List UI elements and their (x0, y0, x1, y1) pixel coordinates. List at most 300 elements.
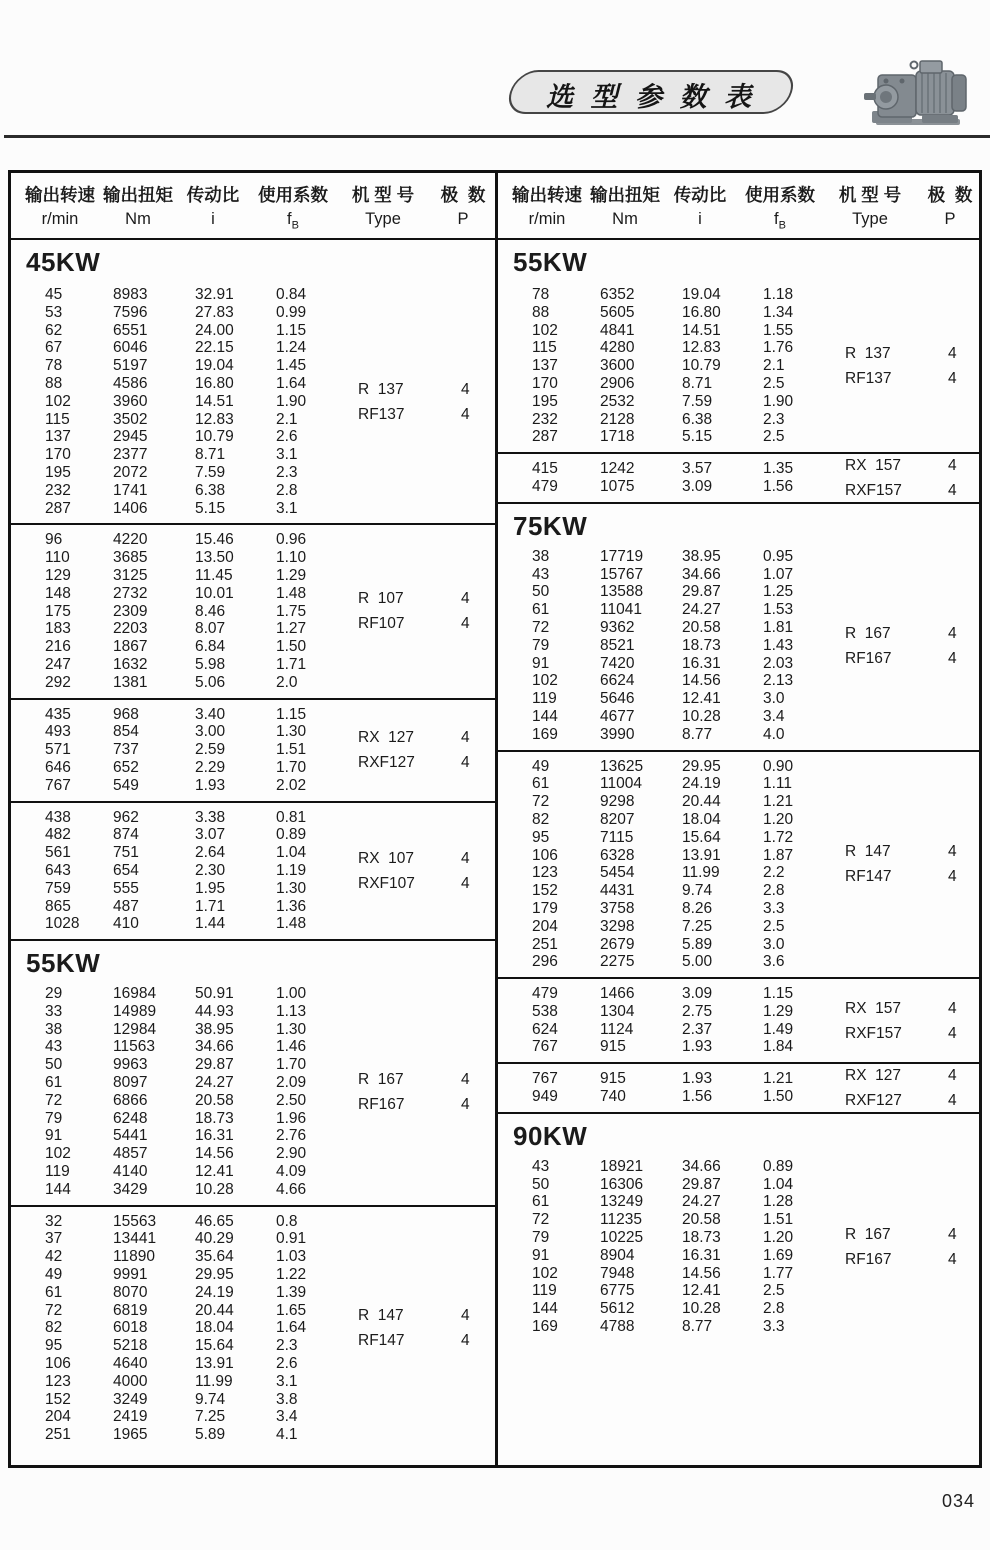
cell-speed: 251 (532, 935, 558, 953)
cell-ratio: 5.00 (682, 953, 713, 971)
cell-torque: 6775 (600, 1282, 635, 1300)
cell-ratio: 1.71 (195, 897, 226, 915)
table-row (498, 566, 979, 584)
cell-speed: 123 (45, 1372, 71, 1390)
table-row (11, 531, 495, 549)
cell-speed: 1028 (45, 915, 80, 933)
column-header-unit: r/min (41, 210, 79, 228)
cell-torque: 9362 (600, 618, 635, 636)
cell-torque: 3758 (600, 899, 635, 917)
cell-ratio: 10.79 (682, 357, 721, 375)
cell-ratio: 11.99 (682, 864, 720, 882)
cell-service-factor: 1.04 (276, 844, 307, 862)
pole-count: 4 (461, 1307, 470, 1325)
cell-torque: 5605 (600, 303, 635, 321)
cell-ratio: 10.01 (195, 584, 234, 602)
table-row (498, 428, 979, 446)
cell-speed: 29 (45, 985, 63, 1003)
cell-ratio: 29.95 (195, 1266, 234, 1284)
type-label: R 167 (358, 1070, 404, 1088)
cell-torque: 11235 (600, 1211, 642, 1229)
cell-torque: 4841 (600, 321, 635, 339)
cell-torque: 14989 (113, 1002, 157, 1020)
cell-speed: 61 (45, 1074, 63, 1092)
cell-torque: 3960 (113, 392, 148, 410)
cell-service-factor: 1.22 (276, 1266, 307, 1284)
cell-ratio: 2.30 (195, 861, 226, 879)
cell-service-factor: 1.25 (763, 583, 794, 601)
cell-torque: 7420 (600, 654, 635, 672)
cell-speed: 119 (45, 1163, 70, 1181)
cell-speed: 82 (45, 1319, 63, 1337)
cell-service-factor: 1.13 (276, 1002, 307, 1020)
cell-service-factor: 4.09 (276, 1163, 307, 1181)
cell-ratio: 20.58 (682, 618, 721, 636)
data-block (498, 750, 979, 978)
column-header-label: 输出转速 (25, 185, 95, 205)
cell-ratio: 10.28 (682, 707, 721, 725)
cell-torque: 13249 (600, 1193, 644, 1211)
cell-torque: 15563 (113, 1212, 157, 1230)
cell-service-factor: 1.21 (763, 793, 794, 811)
cell-speed: 119 (532, 1282, 557, 1300)
table-row (11, 985, 495, 1003)
table-row (11, 706, 495, 724)
cell-ratio: 40.29 (195, 1230, 234, 1248)
type-line (845, 1088, 985, 1113)
cell-ratio: 24.27 (682, 1193, 721, 1211)
type-line (845, 646, 985, 671)
cell-ratio: 22.15 (195, 339, 234, 357)
cell-ratio: 2.64 (195, 844, 226, 862)
type-label: RF167 (845, 649, 892, 667)
cell-ratio: 29.87 (682, 1175, 721, 1193)
table-row (11, 1003, 495, 1021)
cell-torque: 13588 (600, 583, 644, 601)
cell-service-factor: 2.09 (276, 1074, 307, 1092)
type-label: RXF157 (845, 481, 902, 499)
type-label: R 147 (358, 1307, 404, 1325)
type-box (358, 725, 498, 775)
type-line (358, 402, 498, 427)
table-row (498, 900, 979, 918)
cell-ratio: 14.56 (682, 672, 721, 690)
cell-service-factor: 4.66 (276, 1180, 307, 1198)
cell-speed: 137 (532, 357, 558, 375)
cell-ratio: 3.07 (195, 826, 226, 844)
cell-service-factor: 3.8 (276, 1390, 298, 1408)
cell-ratio: 5.89 (682, 935, 713, 953)
table-row (11, 1181, 495, 1199)
cell-torque: 751 (113, 844, 139, 862)
pole-count: 4 (948, 1225, 957, 1243)
cell-ratio: 2.37 (682, 1020, 713, 1038)
cell-speed: 38 (532, 547, 550, 565)
cell-speed: 415 (532, 460, 558, 478)
cell-torque: 737 (113, 741, 139, 759)
cell-torque: 13625 (600, 757, 644, 775)
column-header-unit-subscript: B (291, 219, 299, 232)
type-box (845, 341, 985, 391)
cell-speed: 195 (45, 463, 71, 481)
cell-torque: 8983 (113, 286, 148, 303)
cell-torque: 5612 (600, 1300, 635, 1318)
cell-service-factor: 1.24 (276, 339, 307, 357)
data-block (11, 280, 495, 523)
cell-ratio: 18.73 (682, 636, 721, 654)
type-line (845, 1021, 985, 1046)
table-header-half (11, 173, 495, 238)
table-row (498, 953, 979, 971)
cell-speed: 91 (532, 1246, 550, 1264)
cell-torque: 4140 (113, 1163, 148, 1181)
pole-count: 4 (948, 1092, 957, 1110)
cell-speed: 232 (45, 481, 71, 499)
cell-service-factor: 1.70 (276, 758, 307, 776)
cell-service-factor: 1.45 (276, 357, 307, 375)
cell-ratio: 12.83 (195, 410, 234, 428)
cell-service-factor: 1.64 (276, 1319, 307, 1337)
cell-service-factor: 1.51 (763, 1211, 794, 1229)
cell-torque: 3600 (600, 357, 635, 375)
cell-ratio: 9.74 (682, 882, 713, 900)
cell-speed: 32 (45, 1212, 63, 1230)
cell-ratio: 24.27 (195, 1074, 234, 1092)
cell-service-factor: 1.51 (276, 741, 307, 759)
cell-ratio: 34.66 (195, 1038, 234, 1056)
cell-service-factor: 2.5 (763, 917, 785, 935)
page-number: 034 (941, 1491, 975, 1511)
cell-service-factor: 3.1 (276, 1372, 298, 1390)
cell-ratio: 14.56 (682, 1264, 721, 1282)
cell-torque: 2128 (600, 410, 635, 428)
cell-ratio: 35.64 (195, 1248, 234, 1266)
table-body (11, 240, 979, 1465)
cell-torque: 11563 (113, 1038, 155, 1056)
cell-service-factor: 1.36 (276, 897, 307, 915)
cell-ratio: 16.80 (682, 303, 721, 321)
type-label: RXF127 (845, 1092, 902, 1110)
table-row (498, 548, 979, 566)
cell-service-factor: 0.81 (276, 808, 307, 826)
cell-service-factor: 1.29 (276, 566, 307, 584)
cell-service-factor: 0.95 (763, 547, 794, 565)
cell-ratio: 7.59 (682, 392, 713, 410)
cell-speed: 287 (532, 428, 558, 446)
type-box (845, 621, 985, 671)
column-header-label: 输出扭矩 (103, 185, 173, 205)
cell-speed: 79 (45, 1109, 63, 1127)
cell-speed: 561 (45, 844, 71, 862)
type-line (358, 1067, 498, 1092)
data-block (498, 280, 979, 452)
cell-ratio: 34.66 (682, 565, 721, 583)
type-label: RF147 (358, 1332, 405, 1350)
pole-count: 4 (948, 624, 957, 642)
cell-service-factor: 2.8 (276, 481, 298, 499)
type-box (845, 453, 985, 503)
type-line (845, 453, 985, 478)
cell-torque: 9298 (600, 793, 635, 811)
cell-torque: 4640 (113, 1355, 148, 1373)
column-header-unit: $f_B$ (287, 210, 299, 232)
cell-speed: 115 (532, 339, 557, 357)
cell-ratio: 20.58 (195, 1091, 234, 1109)
cell-ratio: 14.56 (195, 1145, 234, 1163)
cell-torque: 11004 (600, 775, 642, 793)
cell-speed: 67 (45, 339, 63, 357)
pole-count: 4 (461, 729, 470, 747)
column-header-unit: P (457, 210, 469, 228)
cell-ratio: 24.19 (682, 775, 721, 793)
cell-torque: 2203 (113, 620, 148, 638)
cell-speed: 61 (45, 1283, 63, 1301)
cell-speed: 232 (532, 410, 558, 428)
cell-ratio: 5.89 (195, 1426, 226, 1444)
table-row (11, 1284, 495, 1302)
cell-speed: 643 (45, 861, 71, 879)
column-header-unit: Type (852, 210, 888, 228)
cell-speed: 170 (45, 446, 71, 464)
cell-speed: 106 (532, 846, 558, 864)
type-box (358, 377, 498, 427)
type-line (845, 1247, 985, 1272)
cell-speed: 91 (532, 654, 550, 672)
cell-torque: 1965 (113, 1426, 148, 1444)
table-row (11, 898, 495, 916)
type-line (358, 1328, 498, 1353)
table-row (11, 1021, 495, 1039)
cell-service-factor: 2.6 (276, 428, 298, 446)
cell-torque: 6819 (113, 1301, 148, 1319)
table-row (498, 601, 979, 619)
table-row (11, 1266, 495, 1284)
cell-service-factor: 2.6 (276, 1355, 298, 1373)
cell-torque: 6046 (113, 339, 148, 357)
cell-ratio: 3.40 (195, 705, 226, 723)
cell-service-factor: 1.30 (276, 879, 307, 897)
cell-speed: 571 (45, 741, 71, 759)
cell-speed: 95 (45, 1337, 63, 1355)
cell-speed: 50 (45, 1056, 63, 1074)
type-box (358, 1303, 498, 1353)
cell-speed: 538 (532, 1002, 558, 1020)
type-label: RF107 (358, 615, 405, 633)
cell-speed: 110 (45, 549, 70, 567)
cell-torque: 18921 (600, 1157, 644, 1175)
cell-speed: 43 (532, 565, 550, 583)
cell-ratio: 15.46 (195, 531, 234, 549)
pole-count: 4 (461, 1095, 470, 1113)
type-line (845, 341, 985, 366)
table-row (11, 826, 495, 844)
table-header-half (495, 173, 979, 238)
cell-ratio: 32.91 (195, 286, 234, 303)
section-heading: 55KW (11, 939, 495, 979)
cell-ratio: 5.98 (195, 655, 226, 673)
cell-speed: 137 (45, 428, 71, 446)
cell-speed: 247 (45, 655, 71, 673)
cell-service-factor: 1.87 (763, 846, 794, 864)
type-box (845, 1063, 985, 1113)
cell-torque: 5454 (600, 864, 635, 882)
type-label: RXF157 (845, 1024, 902, 1042)
cell-service-factor: 1.50 (276, 638, 307, 656)
cell-service-factor: 2.3 (763, 410, 785, 428)
type-line (358, 750, 498, 775)
title-banner (510, 70, 792, 114)
table-row (498, 811, 979, 829)
cell-ratio: 2.75 (682, 1002, 713, 1020)
pole-count: 4 (461, 1070, 470, 1088)
cell-speed: 72 (45, 1301, 63, 1319)
cell-ratio: 11.99 (195, 1372, 233, 1390)
type-line (845, 1222, 985, 1247)
cell-torque: 874 (113, 826, 139, 844)
cell-torque: 8521 (600, 636, 635, 654)
table-row (11, 1408, 495, 1426)
type-line (358, 611, 498, 636)
cell-speed: 216 (45, 638, 71, 656)
cell-service-factor: 2.5 (763, 428, 785, 446)
cell-ratio: 8.71 (195, 446, 226, 464)
pole-count: 4 (948, 1250, 957, 1268)
cell-speed: 45 (45, 286, 63, 303)
table-row (11, 1213, 495, 1231)
table-row (11, 1038, 495, 1056)
cell-speed: 287 (45, 499, 71, 517)
table-row (498, 690, 979, 708)
cell-speed: 72 (532, 618, 550, 636)
cell-torque: 3502 (113, 410, 148, 428)
type-line (845, 1063, 985, 1088)
cell-ratio: 10.28 (195, 1180, 234, 1198)
table-row (498, 393, 979, 411)
cell-speed: 102 (532, 672, 558, 690)
cell-ratio: 18.73 (195, 1109, 234, 1127)
cell-torque: 2309 (113, 602, 148, 620)
cell-service-factor: 1.15 (276, 321, 307, 339)
column-header-label: 传动比 (186, 185, 240, 205)
cell-ratio: 8.71 (682, 374, 713, 392)
cell-torque: 15767 (600, 565, 644, 583)
cell-torque: 4000 (113, 1372, 148, 1390)
cell-speed: 865 (45, 897, 71, 915)
cell-service-factor: 3.1 (276, 446, 298, 464)
table-row (498, 775, 979, 793)
cell-torque: 17719 (600, 547, 644, 565)
cell-torque: 2732 (113, 584, 148, 602)
cell-speed: 78 (45, 357, 63, 375)
cell-speed: 72 (45, 1091, 63, 1109)
cell-torque: 915 (600, 1070, 626, 1088)
table-row (498, 583, 979, 601)
cell-speed: 102 (532, 321, 558, 339)
cell-service-factor: 2.03 (763, 654, 794, 672)
table-row (498, 1282, 979, 1300)
cell-ratio: 3.09 (682, 477, 713, 495)
type-label: RXF127 (358, 754, 415, 772)
column-header-label: 极 数 (927, 185, 973, 205)
cell-speed: 170 (532, 374, 558, 392)
cell-service-factor: 0.89 (763, 1157, 794, 1175)
cell-torque: 6624 (600, 672, 635, 690)
type-label: RX 127 (358, 729, 415, 747)
type-label: R 107 (358, 590, 404, 608)
cell-torque: 11041 (600, 601, 642, 619)
cell-torque: 652 (113, 758, 139, 776)
type-line (845, 839, 985, 864)
cell-service-factor: 2.2 (763, 864, 785, 882)
cell-speed: 144 (532, 1300, 558, 1318)
gearmotor-image (862, 55, 972, 133)
cell-service-factor: 1.96 (276, 1109, 307, 1127)
cell-ratio: 5.15 (195, 499, 226, 517)
cell-torque: 1741 (113, 481, 148, 499)
cell-service-factor: 1.19 (276, 861, 307, 879)
cell-torque: 1242 (600, 460, 635, 478)
table-row (498, 918, 979, 936)
cell-service-factor: 1.04 (763, 1175, 794, 1193)
cell-service-factor: 3.3 (763, 899, 785, 917)
cell-ratio: 2.29 (195, 758, 226, 776)
cell-service-factor: 1.65 (276, 1301, 307, 1319)
cell-ratio: 7.59 (195, 463, 226, 481)
cell-ratio: 20.58 (682, 1211, 721, 1229)
cell-speed: 95 (532, 828, 550, 846)
cell-service-factor: 2.76 (276, 1127, 307, 1145)
cell-speed: 438 (45, 808, 71, 826)
cell-ratio: 8.26 (682, 899, 713, 917)
type-label: R 167 (845, 624, 891, 642)
pole-count: 4 (948, 1024, 957, 1042)
cell-ratio: 3.57 (682, 460, 713, 478)
cell-torque: 915 (600, 1038, 626, 1056)
cell-speed: 102 (45, 392, 71, 410)
table-row (11, 777, 495, 795)
cell-speed: 43 (45, 1038, 63, 1056)
type-line (358, 846, 498, 871)
table-row (11, 1163, 495, 1181)
type-box (845, 1222, 985, 1272)
cell-torque: 8097 (113, 1074, 148, 1092)
cell-torque: 16306 (600, 1175, 644, 1193)
cell-service-factor: 0.90 (763, 757, 794, 775)
type-label: RX 157 (845, 999, 902, 1017)
cell-torque: 962 (113, 808, 139, 826)
cell-torque: 1406 (113, 499, 148, 517)
cell-service-factor: 0.89 (276, 826, 307, 844)
column-header-unit: r/min (528, 210, 566, 228)
cell-torque: 1867 (113, 638, 148, 656)
type-line (358, 1303, 498, 1328)
cell-service-factor: 1.30 (276, 1020, 307, 1038)
type-label: RF147 (845, 868, 892, 886)
pole-count: 4 (461, 874, 470, 892)
cell-service-factor: 1.70 (276, 1056, 307, 1074)
pole-count: 4 (948, 843, 957, 861)
cell-service-factor: 1.10 (276, 549, 307, 567)
cell-service-factor: 1.90 (276, 392, 307, 410)
cell-ratio: 12.41 (682, 1282, 721, 1300)
table-row (11, 428, 495, 446)
table-row (11, 322, 495, 340)
column-header-label: 机 型 号 (838, 185, 902, 205)
cell-ratio: 46.65 (195, 1212, 234, 1230)
cell-ratio: 8.07 (195, 620, 226, 638)
cell-torque: 8070 (113, 1283, 148, 1301)
cell-torque: 1304 (600, 1002, 635, 1020)
